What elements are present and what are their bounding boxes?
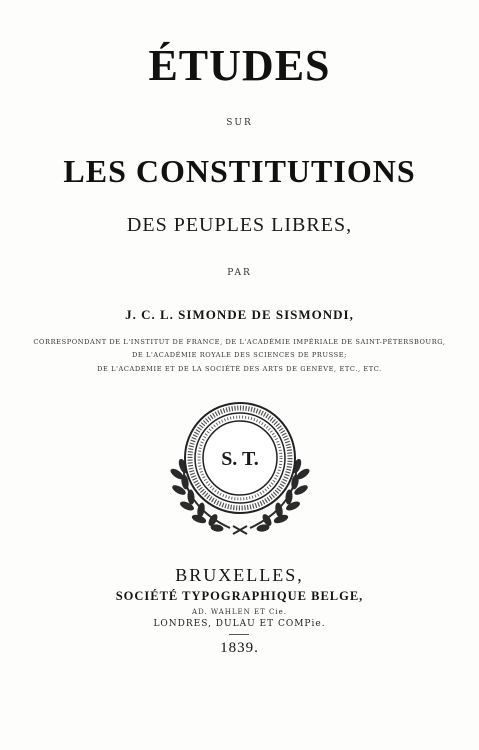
imprint-year: 1839.	[220, 640, 259, 656]
imprint-city: BRUXELLES,	[175, 565, 304, 585]
author-name: J. C. L. SIMONDE DE SISMONDI,	[125, 307, 354, 322]
book-subtitle: LES CONSTITUTIONS	[63, 153, 416, 189]
publisher-emblem	[155, 400, 325, 540]
author-affiliation-line: CORRESPONDANT DE L'INSTITUT DE FRANCE, DE L'ACADÉMIE IMPÉRIALE DE SAINT-PÉTERSBOURG,	[33, 338, 446, 346]
author-affiliation-line: DE L'ACADÉMIE ET DE LA SOCIÉTÉ DES ARTS DE GENÈVE, ETC., ETC.	[97, 365, 382, 373]
book-subtitle-continued: DES PEUPLES LIBRES,	[126, 214, 353, 236]
book-title: ÉTUDES	[148, 41, 331, 90]
byline-par: PAR	[227, 268, 252, 278]
title-connector-sur: SUR	[226, 118, 253, 128]
imprint-divider	[229, 634, 249, 635]
imprint-publisher: SOCIÉTÉ TYPOGRAPHIQUE BELGE,	[115, 589, 364, 603]
emblem-monogram: S. T.	[221, 448, 259, 470]
imprint-printer: AD. WAHLEN ET Cie.	[192, 608, 287, 616]
imprint-london-distributor: LONDRES, DULAU ET COMPie.	[153, 619, 326, 629]
author-affiliation-line: DE L'ACADÉMIE ROYALE DES SCIENCES DE PRUSSE;	[131, 351, 348, 359]
